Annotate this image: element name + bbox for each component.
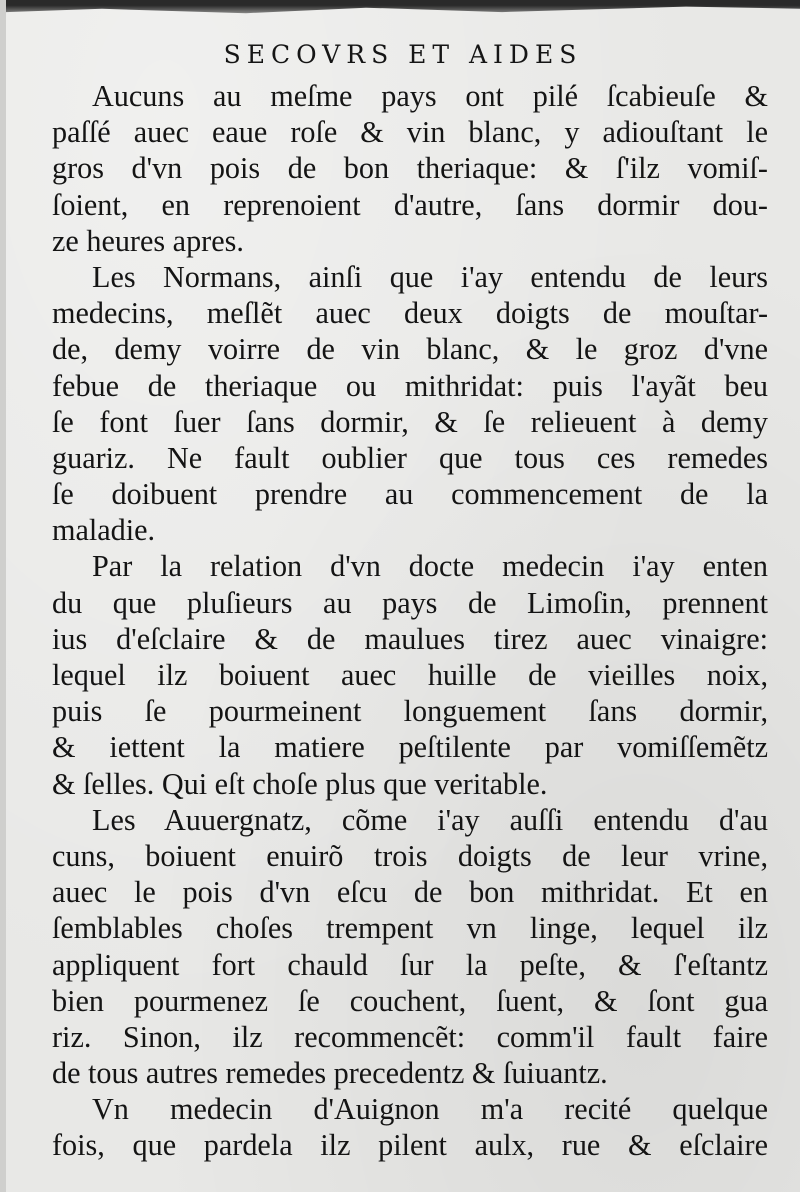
- text-line: febue de theriaque ou mithridat: puis l'ayãt beu: [52, 368, 768, 403]
- text-line: bien pourmenez ſe couchent, ſuent, & ſont gua: [52, 983, 768, 1018]
- text-line: maladie.: [52, 513, 156, 548]
- text-line: ſemblables choſes trempent vn linge, lequel ilz: [52, 911, 768, 946]
- text-line: medecins, meſlẽt auec deux doigts de mouſtar-: [52, 296, 768, 331]
- text-line: Aucuns au meſme pays ont pilé ſcabieuſe &: [92, 79, 768, 113]
- text-line: puis ſe pourmeinent longuement ſans dormir,: [52, 694, 768, 729]
- text-line: ſoient, en reprenoient d'autre, ſans dormir dou-: [52, 187, 768, 222]
- text-line: ſe font ſuer ſans dormir, & ſe relieuent à demy: [52, 404, 768, 439]
- text-line: & ſelles. Qui eſt choſe plus que veritable.: [52, 766, 548, 801]
- text-line: guariz. Ne fault oublier que tous ces remedes: [52, 440, 768, 475]
- text-line: Les Normans, ainſi que i'ay entendu de leurs: [92, 259, 768, 294]
- text-line: riz. Sinon, ilz recommencẽt: comm'il fault faire: [52, 1019, 768, 1054]
- text-line: Par la relation d'vn docte medecin i'ay enten: [92, 549, 768, 584]
- torn-page-edge: [6, 0, 800, 22]
- text-line: de, demy voirre de vin blanc, & le groz d'vne: [52, 332, 768, 367]
- body-text: [52, 78, 768, 1164]
- text-line: gros d'vn pois de bon theriaque: & ſ'ilz vomiſ-: [52, 151, 768, 186]
- running-head: SECOVRS ET AIDES: [223, 40, 583, 69]
- text-line: ius d'eſclaire & de maulues tirez auec vinaigre:: [52, 621, 768, 656]
- text-line: du que pluſieurs au pays de Limoſin, prennent: [52, 585, 768, 620]
- text-line: Vn medecin d'Auignon m'a recité quelque: [92, 1092, 768, 1127]
- text-line: ſe doibuent prendre au commencement de la: [52, 477, 768, 512]
- text-line: de tous autres remedes precedentz & ſuiuantz.: [52, 1056, 608, 1091]
- text-line: auec le pois d'vn eſcu de bon mithridat. Et en: [52, 875, 768, 910]
- text-line: Les Auuergnatz, cõme i'ay auſſi entendu d'au: [92, 802, 768, 837]
- text-line: & iettent la matiere peſtilente par vomiſſemẽtz: [52, 730, 768, 765]
- text-line: appliquent fort chauld ſur la peſte, & ſ'eſtantz: [52, 947, 768, 982]
- text-line: fois, que pardela ilz pilent aulx, rue & eſclaire: [52, 1128, 768, 1163]
- text-line: lequel ilz boiuent auec huille de vieilles noix,: [52, 658, 768, 692]
- text-line: ze heures apres.: [52, 223, 244, 258]
- text-line: paſſé auec eaue roſe & vin blanc, y adiouſtant le: [52, 115, 768, 150]
- text-line: cuns, boiuent enuirõ trois doigts de leur vrine,: [52, 838, 768, 873]
